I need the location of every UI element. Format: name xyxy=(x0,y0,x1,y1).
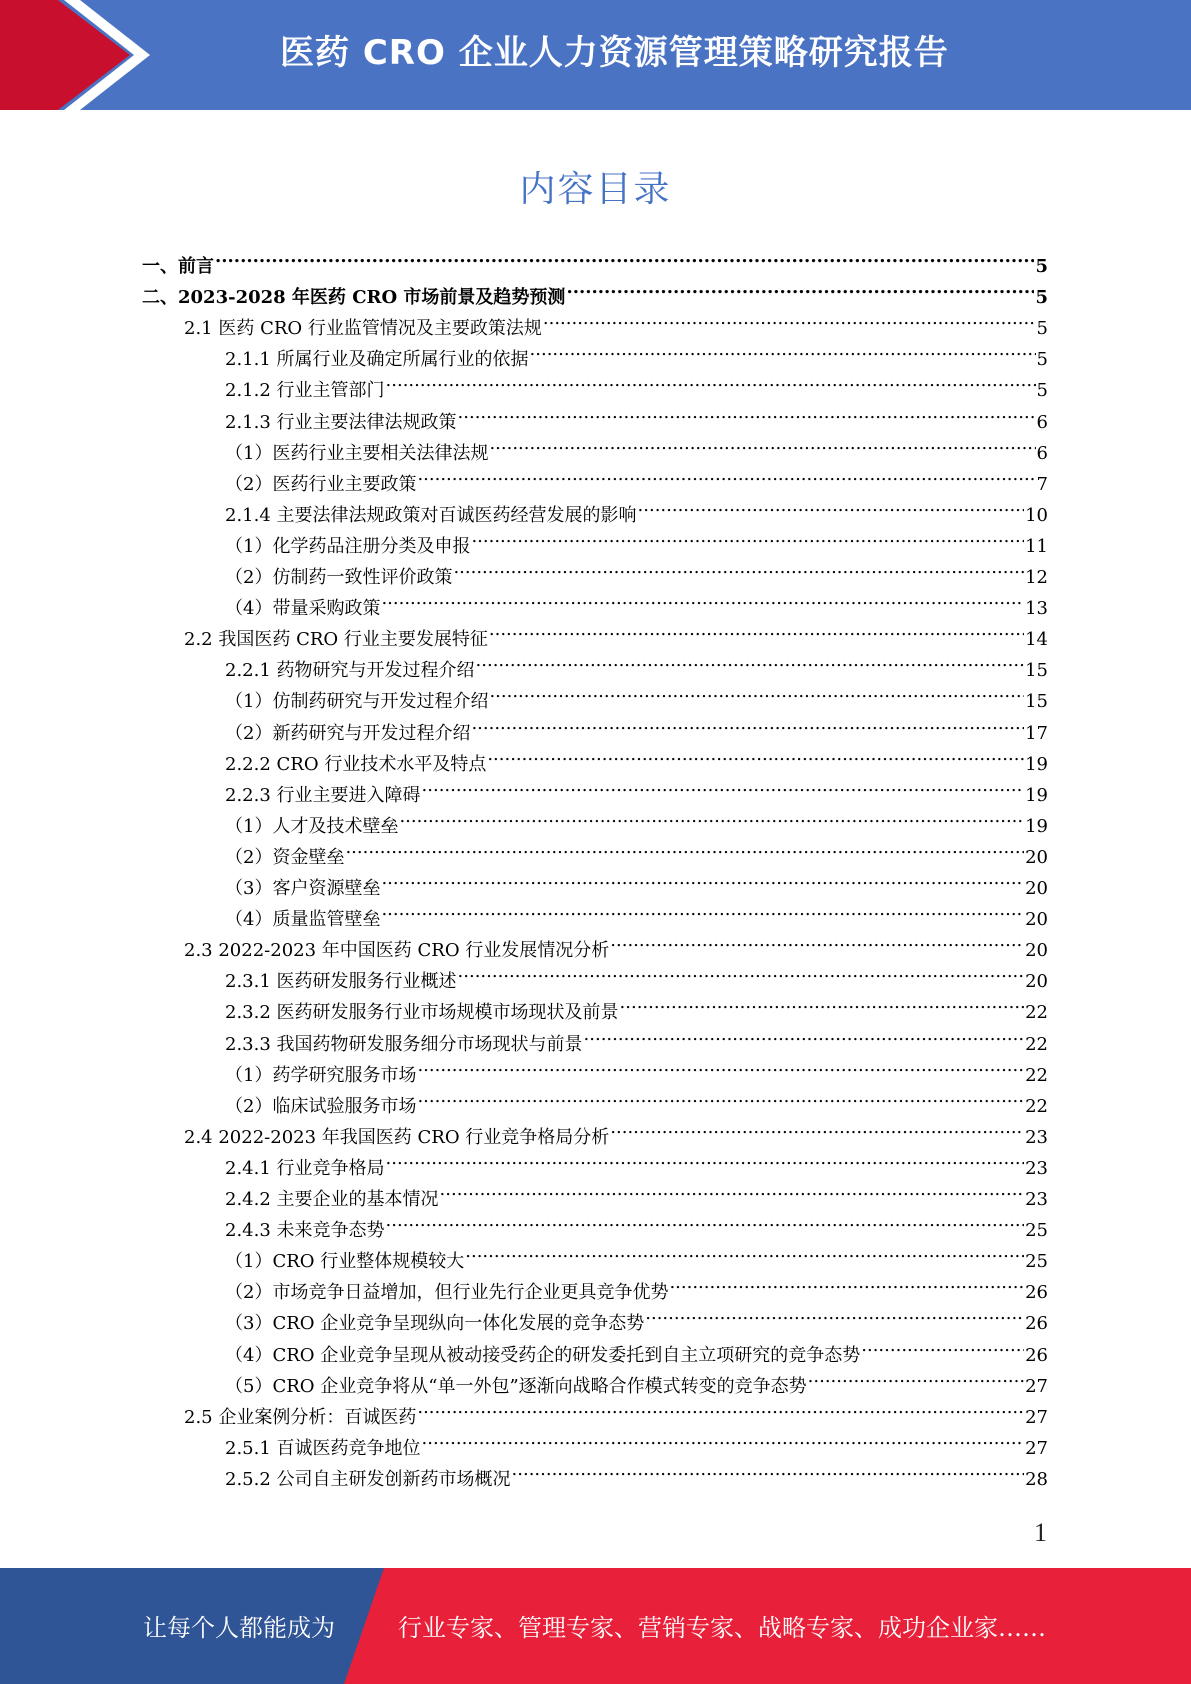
toc-entry[interactable] xyxy=(225,863,1048,899)
toc-entry-page: 15 xyxy=(1025,691,1048,712)
toc-entry-label: （3）客户资源壁垒 xyxy=(225,878,381,899)
toc-entry-page: 27 xyxy=(1025,1438,1048,1459)
toc-entry[interactable] xyxy=(225,956,1048,992)
toc-entry-label: 2.3.3 我国药物研发服务细分市场现状与前景 xyxy=(225,1034,583,1055)
toc-entry-label: 2.3.2 医药研发服务行业市场规模市场现状及前景 xyxy=(225,1002,619,1023)
toc-entry[interactable] xyxy=(225,1330,1048,1366)
toc-leader-dots xyxy=(489,428,1035,459)
toc-entry-label: （1）药学研究服务市场 xyxy=(225,1065,417,1086)
toc-entry-label: （4）带量采购政策 xyxy=(225,598,381,619)
toc-entry[interactable] xyxy=(142,241,1048,277)
toc-entry[interactable] xyxy=(225,490,1048,526)
toc-leader-dots xyxy=(489,676,1024,707)
toc-entry[interactable] xyxy=(142,272,1048,308)
report-title: 医药 CRO 企业人力资源管理策略研究报告 xyxy=(280,33,949,73)
toc-entry-page: 5 xyxy=(1036,380,1048,401)
toc-entry-label: 2.2.2 CRO 行业技术水平及特点 xyxy=(225,754,487,775)
toc-entry[interactable] xyxy=(225,1143,1048,1179)
toc-leader-dots xyxy=(458,397,1036,428)
toc-entry[interactable] xyxy=(225,1050,1048,1086)
toc-entry[interactable] xyxy=(225,459,1048,495)
toc-leader-dots xyxy=(487,739,1024,770)
toc-entry-label: （2）临床试验服务市场 xyxy=(225,1096,417,1117)
toc-entry[interactable] xyxy=(225,334,1048,370)
toc-entry[interactable] xyxy=(225,1236,1048,1272)
toc-leader-dots xyxy=(386,365,1036,396)
toc-entry-label: 2.3.1 医药研发服务行业概述 xyxy=(225,971,457,992)
toc-entry-label: （4）质量监管壁垒 xyxy=(225,909,381,930)
toc-entry-label: （3）CRO 企业竞争呈现纵向一体化发展的竞争态势 xyxy=(225,1313,645,1334)
toc-entry[interactable] xyxy=(184,303,1048,339)
toc-entry[interactable] xyxy=(225,428,1048,464)
toc-leader-dots xyxy=(476,645,1025,676)
toc-entry[interactable] xyxy=(184,925,1048,961)
page-number: 1 xyxy=(1034,1518,1047,1547)
toc-leader-dots xyxy=(422,770,1025,801)
toc-entry-label: （1）化学药品注册分类及申报 xyxy=(225,536,471,557)
toc-entry-page: 20 xyxy=(1025,847,1048,868)
toc-entry-label: 2.4 2022-2023 年我国医药 CRO 行业竞争格局分析 xyxy=(184,1127,610,1148)
toc-entry[interactable] xyxy=(225,521,1048,557)
toc-entry-label: 2.5 企业案例分析：百诚医药 xyxy=(184,1407,417,1428)
toc-entry[interactable] xyxy=(225,1267,1048,1303)
page-header xyxy=(0,0,1191,110)
toc-leader-dots xyxy=(471,521,1024,552)
toc-entry-page: 27 xyxy=(1025,1407,1048,1428)
toc-leader-dots xyxy=(471,708,1024,739)
page-footer xyxy=(0,1568,1191,1684)
toc-entry[interactable] xyxy=(225,397,1048,433)
toc-heading: 内容目录 xyxy=(519,169,672,210)
toc-entry[interactable] xyxy=(225,552,1048,588)
toc-entry-page: 6 xyxy=(1036,443,1048,464)
toc-leader-dots xyxy=(381,894,1024,925)
toc-leader-dots xyxy=(417,1081,1024,1112)
toc-leader-dots xyxy=(512,1454,1025,1485)
toc-entry-label: 2.1.1 所属行业及确定所属行业的依据 xyxy=(225,349,529,370)
toc-entry-page: 25 xyxy=(1025,1220,1048,1241)
toc-entry[interactable] xyxy=(225,365,1048,401)
toc-entry-page: 22 xyxy=(1025,1002,1048,1023)
toc-entry[interactable] xyxy=(225,708,1048,744)
toc-leader-dots xyxy=(399,801,1024,832)
toc-entry-page: 28 xyxy=(1025,1469,1048,1490)
toc-entry-page: 15 xyxy=(1025,660,1048,681)
toc-entry-page: 5 xyxy=(1035,287,1048,308)
toc-leader-dots xyxy=(440,1174,1025,1205)
toc-entry[interactable] xyxy=(225,1454,1048,1490)
toc-entry-page: 5 xyxy=(1035,256,1048,277)
toc-leader-dots xyxy=(453,552,1024,583)
toc-entry-label: （1）仿制药研究与开发过程介绍 xyxy=(225,691,489,712)
toc-entry[interactable] xyxy=(225,583,1048,619)
toc-leader-dots xyxy=(566,272,1034,303)
toc-entry-label: （2）医药行业主要政策 xyxy=(225,474,417,495)
toc-entry-page: 23 xyxy=(1025,1189,1048,1210)
toc-leader-dots xyxy=(417,459,1035,490)
toc-entry-page: 20 xyxy=(1025,909,1048,930)
toc-entry-label: 2.2.1 药物研究与开发过程介绍 xyxy=(225,660,475,681)
toc-entry-label: 2.4.2 主要企业的基本情况 xyxy=(225,1189,439,1210)
toc-entry-page: 7 xyxy=(1036,474,1048,495)
toc-entry-page: 26 xyxy=(1025,1345,1048,1366)
toc-leader-dots xyxy=(489,614,1024,645)
toc-entry-label: 2.5.1 百诚医药竞争地位 xyxy=(225,1438,421,1459)
toc-leader-dots xyxy=(669,1267,1024,1298)
toc-leader-dots xyxy=(610,1112,1024,1143)
toc-entry-page: 26 xyxy=(1025,1282,1048,1303)
toc-entry-label: （1）CRO 行业整体规模较大 xyxy=(225,1251,465,1272)
toc-entry-page: 20 xyxy=(1025,878,1048,899)
toc-entry-label: 2.1 医药 CRO 行业监管情况及主要政策法规 xyxy=(184,318,542,339)
toc-leader-dots xyxy=(386,1143,1025,1174)
toc-entry-page: 27 xyxy=(1025,1376,1048,1397)
toc-entry-page: 6 xyxy=(1036,412,1048,433)
toc-leader-dots xyxy=(381,583,1024,614)
toc-entry-page: 22 xyxy=(1025,1034,1048,1055)
toc-entry-label: 2.3 2022-2023 年中国医药 CRO 行业发展情况分析 xyxy=(184,940,610,961)
toc-entry[interactable] xyxy=(225,770,1048,806)
toc-leader-dots xyxy=(417,1392,1024,1423)
toc-entry-page: 19 xyxy=(1025,754,1048,775)
toc-entry-label: （1）医药行业主要相关法律法规 xyxy=(225,443,489,464)
toc-leader-dots xyxy=(458,956,1025,987)
toc-entry[interactable] xyxy=(184,1112,1048,1148)
toc-leader-dots xyxy=(422,1423,1025,1454)
toc-leader-dots xyxy=(381,863,1024,894)
toc-entry-page: 12 xyxy=(1025,567,1048,588)
toc-entry[interactable] xyxy=(225,1205,1048,1241)
footer-slogan-left: 让每个人都能成为 xyxy=(143,1614,335,1642)
footer-slogan-right: 行业专家、管理专家、营销专家、战略专家、成功企业家…… xyxy=(398,1614,1046,1642)
toc-entry-label: 2.1.3 行业主要法律法规政策 xyxy=(225,412,457,433)
toc-entry-page: 23 xyxy=(1025,1127,1048,1148)
toc-entry-page: 10 xyxy=(1025,505,1048,526)
toc-entry-label: 一、前言 xyxy=(142,256,214,277)
toc-leader-dots xyxy=(645,1298,1024,1329)
toc-entry[interactable] xyxy=(225,894,1048,930)
toc-entry-label: 2.1.4 主要法律法规政策对百诚医药经营发展的影响 xyxy=(225,505,637,526)
toc-entry-page: 20 xyxy=(1025,971,1048,992)
toc-entry[interactable] xyxy=(225,1298,1048,1334)
toc-leader-dots xyxy=(620,987,1025,1018)
toc-leader-dots xyxy=(345,832,1024,863)
toc-leader-dots xyxy=(465,1236,1024,1267)
toc-entry-label: 2.2 我国医药 CRO 行业主要发展特征 xyxy=(184,629,488,650)
toc-entry[interactable] xyxy=(225,1423,1048,1459)
toc-leader-dots xyxy=(530,334,1036,365)
toc-leader-dots xyxy=(584,1019,1025,1050)
toc-entry-page: 14 xyxy=(1025,629,1048,650)
toc-entry-page: 11 xyxy=(1025,536,1048,557)
toc-leader-dots xyxy=(808,1361,1024,1392)
toc-entry-label: （1）人才及技术壁垒 xyxy=(225,816,399,837)
toc-leader-dots xyxy=(543,303,1036,334)
toc-entry-label: 2.2.3 行业主要进入障碍 xyxy=(225,785,421,806)
toc-entry-label: （2）市场竞争日益增加，但行业先行企业更具竞争优势 xyxy=(225,1282,669,1303)
toc-entry-page: 26 xyxy=(1025,1313,1048,1334)
toc-entry-label: 二、2023-2028 年医药 CRO 市场前景及趋势预测 xyxy=(142,287,566,308)
toc-entry-label: 2.5.2 公司自主研发创新药市场概况 xyxy=(225,1469,511,1490)
toc-entry[interactable] xyxy=(225,832,1048,868)
toc-entry[interactable] xyxy=(225,645,1048,681)
toc-entry-label: 2.4.1 行业竞争格局 xyxy=(225,1158,385,1179)
toc-entry-page: 23 xyxy=(1025,1158,1048,1179)
toc-entry[interactable] xyxy=(225,676,1048,712)
toc-entry-label: （2）新药研究与开发过程介绍 xyxy=(225,723,471,744)
toc-entry-label: （5）CRO 企业竞争将从“单一外包”逐渐向战略合作模式转变的竞争态势 xyxy=(225,1376,807,1397)
toc-leader-dots xyxy=(417,1050,1024,1081)
toc-entry-page: 13 xyxy=(1025,598,1048,619)
toc-entry[interactable] xyxy=(225,987,1048,1023)
toc-entry[interactable] xyxy=(225,1081,1048,1117)
toc-entry-page: 5 xyxy=(1036,349,1048,370)
toc-entry-page: 20 xyxy=(1025,940,1048,961)
toc-entry[interactable] xyxy=(184,614,1048,650)
toc-entry[interactable] xyxy=(225,801,1048,837)
toc-entry-page: 19 xyxy=(1025,816,1048,837)
toc-entry-label: 2.4.3 未来竞争态势 xyxy=(225,1220,385,1241)
toc-entry-page: 19 xyxy=(1025,785,1048,806)
toc-leader-dots xyxy=(610,925,1024,956)
toc-entry-page: 17 xyxy=(1025,723,1048,744)
chevron-arrow-icon xyxy=(0,0,160,110)
toc-entry[interactable] xyxy=(225,1174,1048,1210)
toc-leader-dots xyxy=(861,1330,1024,1361)
toc-entry[interactable] xyxy=(184,1392,1048,1428)
toc-leader-dots xyxy=(638,490,1025,521)
toc-entry-label: （2）资金壁垒 xyxy=(225,847,345,868)
toc-entry-page: 5 xyxy=(1036,318,1048,339)
toc-entry-page: 22 xyxy=(1025,1065,1048,1086)
toc-entry[interactable] xyxy=(225,1361,1048,1397)
toc-entry-label: （2）仿制药一致性评价政策 xyxy=(225,567,453,588)
toc-leader-dots xyxy=(215,241,1034,272)
toc-entry[interactable] xyxy=(225,1019,1048,1055)
toc-entry-label: （4）CRO 企业竞争呈现从被动接受药企的研发委托到自主立项研究的竞争态势 xyxy=(225,1345,861,1366)
toc-entry-page: 25 xyxy=(1025,1251,1048,1272)
toc-leader-dots xyxy=(386,1205,1025,1236)
toc-entry-page: 22 xyxy=(1025,1096,1048,1117)
toc-entry-label: 2.1.2 行业主管部门 xyxy=(225,380,385,401)
toc-entry[interactable] xyxy=(225,739,1048,775)
